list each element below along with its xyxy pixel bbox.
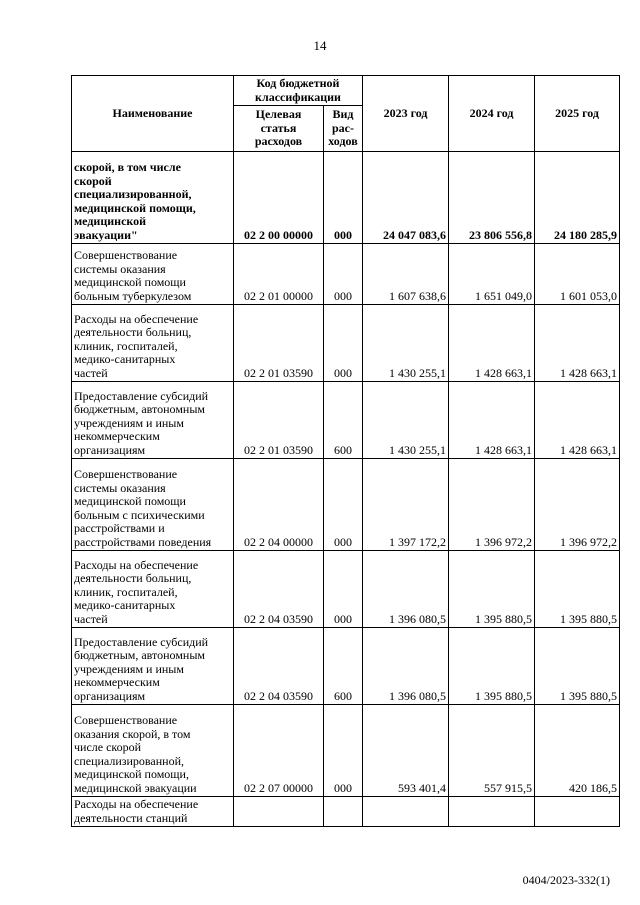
row-type-cell: 000 bbox=[324, 244, 363, 305]
table-row bbox=[72, 628, 620, 705]
row-name-cell: Расходы на обеспечение деятельности больниц, клиник, госпиталей, медико-санитарных частей bbox=[72, 305, 234, 382]
table-row bbox=[72, 705, 620, 797]
row-2023-cell: 1 607 638,6 bbox=[363, 244, 449, 305]
row-code-cell: 02 2 00 00000 bbox=[234, 152, 324, 244]
row-type-cell: 000 bbox=[324, 152, 363, 244]
row-2023-cell: 1 430 255,1 bbox=[363, 305, 449, 382]
header-year-2025: 2025 год bbox=[535, 76, 620, 152]
row-type-cell: 000 bbox=[324, 305, 363, 382]
row-2023-cell: 1 396 080,5 bbox=[363, 628, 449, 705]
row-2023-cell: 1 396 080,5 bbox=[363, 551, 449, 628]
row-type-cell: 000 bbox=[324, 705, 363, 797]
header-code-group: Код бюджетной классификации bbox=[234, 76, 363, 106]
row-name-cell: Предоставление субсидий бюджетным, автономным учреждениям и иным некоммерческим организациям bbox=[72, 382, 234, 459]
page-number: 14 bbox=[313, 38, 327, 53]
row-code-cell bbox=[234, 797, 324, 827]
table-row bbox=[72, 459, 620, 551]
row-2024-cell: 1 396 972,2 bbox=[449, 459, 535, 551]
row-2024-cell: 1 395 880,5 bbox=[449, 628, 535, 705]
row-code-cell: 02 2 01 00000 bbox=[234, 244, 324, 305]
row-2024-cell: 1 651 049,0 bbox=[449, 244, 535, 305]
row-code-cell: 02 2 01 03590 bbox=[234, 382, 324, 459]
row-2025-cell: 1 395 880,5 bbox=[535, 551, 620, 628]
row-2025-cell: 1 428 663,1 bbox=[535, 305, 620, 382]
row-2025-cell: 1 428 663,1 bbox=[535, 382, 620, 459]
header-year-2023: 2023 год bbox=[363, 76, 449, 152]
row-code-cell: 02 2 01 03590 bbox=[234, 305, 324, 382]
document-code: 0404/2023-332(1) bbox=[522, 873, 610, 887]
row-code-cell: 02 2 04 03590 bbox=[234, 551, 324, 628]
row-2024-cell: 1 428 663,1 bbox=[449, 305, 535, 382]
row-2023-cell: 1 430 255,1 bbox=[363, 382, 449, 459]
row-2025-cell: 24 180 285,9 bbox=[535, 152, 620, 244]
row-2023-cell: 24 047 083,6 bbox=[363, 152, 449, 244]
row-2024-cell: 23 806 556,8 bbox=[449, 152, 535, 244]
table-body bbox=[72, 152, 620, 827]
table-row bbox=[72, 305, 620, 382]
row-code-cell: 02 2 07 00000 bbox=[234, 705, 324, 797]
row-type-cell bbox=[324, 797, 363, 827]
row-name-cell: Расходы на обеспечение деятельности станций bbox=[72, 797, 234, 827]
row-2025-cell bbox=[535, 797, 620, 827]
row-2025-cell: 1 601 053,0 bbox=[535, 244, 620, 305]
row-name-cell: Совершенствование системы оказания медицинской помощи больным туберкулезом bbox=[72, 244, 234, 305]
budget-table bbox=[71, 75, 620, 827]
row-2024-cell: 557 915,5 bbox=[449, 705, 535, 797]
row-name-cell: Совершенствование системы оказания медицинской помощи больным с психическими расстройствами и расстройствами поведения bbox=[72, 459, 234, 551]
row-type-cell: 000 bbox=[324, 551, 363, 628]
header-year-2024: 2024 год bbox=[449, 76, 535, 152]
row-2025-cell: 420 186,5 bbox=[535, 705, 620, 797]
row-code-cell: 02 2 04 00000 bbox=[234, 459, 324, 551]
row-type-cell: 600 bbox=[324, 382, 363, 459]
row-2024-cell: 1 395 880,5 bbox=[449, 551, 535, 628]
row-2024-cell: 1 428 663,1 bbox=[449, 382, 535, 459]
table-row bbox=[72, 797, 620, 827]
table-row bbox=[72, 244, 620, 305]
header-name: Наименование bbox=[72, 76, 234, 152]
header-target-article: Целевая статья расходов bbox=[234, 106, 324, 152]
row-2024-cell bbox=[449, 797, 535, 827]
row-type-cell: 600 bbox=[324, 628, 363, 705]
row-name-cell: скорой, в том числе скорой специализированной, медицинской помощи, медицинской эвакуации" bbox=[72, 152, 234, 244]
row-2025-cell: 1 396 972,2 bbox=[535, 459, 620, 551]
table-row bbox=[72, 551, 620, 628]
row-2023-cell: 1 397 172,2 bbox=[363, 459, 449, 551]
table-row bbox=[72, 152, 620, 244]
row-type-cell: 000 bbox=[324, 459, 363, 551]
header-expense-type: Вид рас- ходов bbox=[324, 106, 363, 152]
row-name-cell: Расходы на обеспечение деятельности больниц, клиник, госпиталей, медико-санитарных частей bbox=[72, 551, 234, 628]
row-code-cell: 02 2 04 03590 bbox=[234, 628, 324, 705]
row-2025-cell: 1 395 880,5 bbox=[535, 628, 620, 705]
row-name-cell: Предоставление субсидий бюджетным, автономным учреждениям и иным некоммерческим организациям bbox=[72, 628, 234, 705]
row-2023-cell: 593 401,4 bbox=[363, 705, 449, 797]
row-name-cell: Совершенствование оказания скорой, в том числе скорой специализированной, медицинской помощи, медицинской эвакуации bbox=[72, 705, 234, 797]
row-2023-cell bbox=[363, 797, 449, 827]
table-row bbox=[72, 382, 620, 459]
